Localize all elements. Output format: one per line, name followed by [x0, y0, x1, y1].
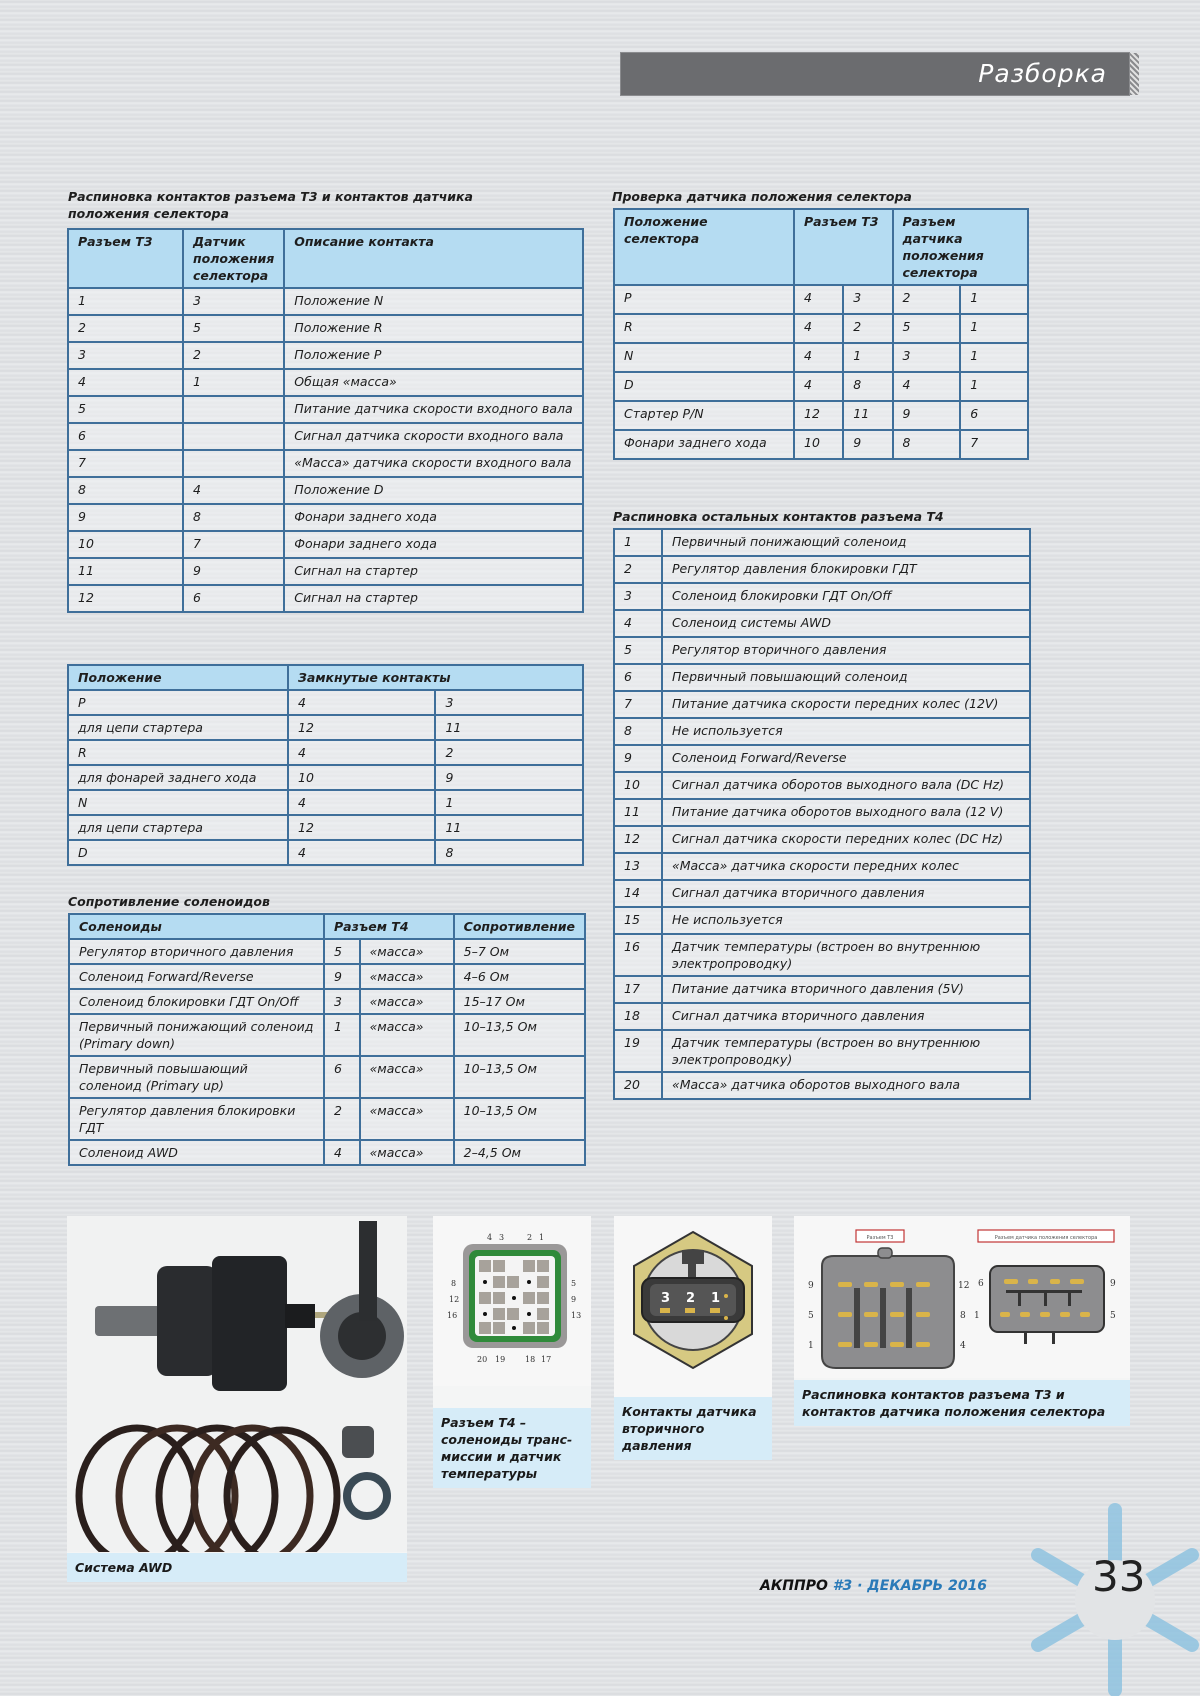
solenoid-resistance-table [68, 913, 586, 1166]
table-row [68, 342, 583, 369]
table-cell: Сигнал датчика скорости передних колес (DC Hz) [662, 826, 1030, 853]
table-cell: Сигнал датчика вторичного давления [662, 880, 1030, 907]
t4-pin-label: 8 [451, 1279, 457, 1288]
table-cell: Не используется [662, 907, 1030, 934]
table-cell: Соленоид Forward/Reverse [69, 964, 324, 989]
sensor-pin-label: 6 [978, 1279, 984, 1289]
page-number: 33 [1092, 1552, 1146, 1601]
table-row [69, 989, 585, 1014]
column-header: Соленоиды [69, 914, 324, 939]
table-cell: 9 [614, 745, 662, 772]
table-cell: Сигнал датчика скорости входного вала [284, 423, 583, 450]
table-cell: 7 [614, 691, 662, 718]
awd-parts-image [67, 1216, 407, 1552]
table-row [68, 585, 583, 612]
table-cell: 5 [68, 396, 183, 423]
table-cell: Фонари заднего хода [284, 504, 583, 531]
column-header: Разъем Т3 [794, 209, 893, 285]
table-row [68, 369, 583, 396]
table-row [69, 939, 585, 964]
table-row [68, 715, 583, 740]
t4-connector-diagram [433, 1216, 591, 1386]
table-cell: 7 [960, 430, 1028, 459]
table-cell: «масса» [360, 964, 454, 989]
table-cell: 4 [288, 740, 435, 765]
sensor-pin-label: 5 [1110, 1311, 1116, 1321]
table-cell: 11 [614, 799, 662, 826]
table-cell: 3 [893, 343, 961, 372]
table-cell: 16 [614, 934, 662, 976]
table-row [69, 1014, 585, 1056]
table-cell: 4 [324, 1140, 360, 1165]
t4-pin-label: 2 [527, 1233, 533, 1242]
table-cell: R [614, 314, 794, 343]
table-cell: P [68, 690, 288, 715]
t3-pinout-caption: Распиновка контактов разъема Т3 и контактов датчика положения селектора [794, 1380, 1130, 1426]
table-cell: 11 [843, 401, 892, 430]
table-cell: Соленоид системы AWD [662, 610, 1030, 637]
table-cell: 6 [183, 585, 284, 612]
table-row [69, 964, 585, 989]
solenoid-resistance-caption: Сопротивление соленоидов [68, 894, 270, 909]
column-header: Разъем Т3 [68, 229, 183, 288]
table-row [614, 314, 1028, 343]
table-cell: 12 [288, 815, 435, 840]
table-cell: Регулятор вторичного давления [662, 637, 1030, 664]
table-cell: 10 [794, 430, 843, 459]
table-cell: R [68, 740, 288, 765]
table-row [614, 934, 1030, 976]
table-cell: Положение D [284, 477, 583, 504]
table-cell: Питание датчика вторичного давления (5V) [662, 976, 1030, 1003]
table-row [614, 285, 1028, 314]
pinout-t4-caption: Распиновка остальных контактов разъема Т4 [613, 509, 944, 524]
table-cell: 2 [843, 314, 892, 343]
awd-photo-caption: Система AWD [67, 1553, 407, 1582]
t4-pin-label: 20 [477, 1355, 488, 1364]
table-cell: 3 [435, 690, 583, 715]
table-row [68, 740, 583, 765]
t4-pin-label: 9 [571, 1295, 577, 1304]
table-cell: для цепи стартера [68, 715, 288, 740]
table-cell: Соленоид блокировки ГДТ On/Off [662, 583, 1030, 610]
table-row [68, 450, 583, 477]
column-header: Положение [68, 665, 288, 690]
table-cell: для фонарей заднего хода [68, 765, 288, 790]
table-cell: N [614, 343, 794, 372]
table-cell: Датчик температуры (встроен во внутреннюю электропроводку) [662, 1030, 1030, 1072]
table-row [68, 423, 583, 450]
table-cell: «Масса» датчика скорости входного вала [284, 450, 583, 477]
t4-pin-label: 12 [449, 1295, 460, 1304]
table-cell: Соленоид блокировки ГДТ On/Off [69, 989, 324, 1014]
table-cell: 4 [794, 343, 843, 372]
table-row [614, 372, 1028, 401]
table-cell: 20 [614, 1072, 662, 1099]
table-cell: 11 [435, 815, 583, 840]
selector-check-caption: Проверка датчика положения селектора [612, 189, 912, 204]
t4-pin-label: 13 [571, 1311, 582, 1320]
table-row [68, 690, 583, 715]
table-row [614, 401, 1028, 430]
table-cell: 9 [68, 504, 183, 531]
table-cell: P [614, 285, 794, 314]
table-cell: 4–6 Ом [454, 964, 585, 989]
table-row [69, 1098, 585, 1140]
column-header: Разъем Т4 [324, 914, 454, 939]
t3-pin-label: 4 [960, 1341, 966, 1351]
selector-check-table [613, 208, 1029, 460]
t3-pin-label: 1 [808, 1341, 814, 1351]
table-cell: 2 [324, 1098, 360, 1140]
table-row [69, 1056, 585, 1098]
table-row [614, 880, 1030, 907]
table-cell: «масса» [360, 989, 454, 1014]
table-row [614, 529, 1030, 556]
table-cell: 9 [435, 765, 583, 790]
t3-pin-label: 5 [808, 1311, 814, 1321]
table-cell: «масса» [360, 1098, 454, 1140]
banner-hatch [1130, 53, 1139, 95]
table-cell: 1 [68, 288, 183, 315]
table-cell: Сигнал датчика оборотов выходного вала (DC Hz) [662, 772, 1030, 799]
section-banner [620, 52, 1130, 96]
table-row [614, 772, 1030, 799]
table-cell: 2 [68, 315, 183, 342]
table-cell: Первичный понижающий соленоид (Primary down) [69, 1014, 324, 1056]
table-cell: 4 [68, 369, 183, 396]
table-row [614, 664, 1030, 691]
table-cell: «масса» [360, 939, 454, 964]
table-cell: 17 [614, 976, 662, 1003]
table-cell: 7 [68, 450, 183, 477]
pinout-t4-table [613, 528, 1031, 1100]
table-cell: 2 [614, 556, 662, 583]
table-cell: 9 [324, 964, 360, 989]
t4-pin-label: 4 [487, 1233, 493, 1242]
table-cell: «Масса» датчика оборотов выходного вала [662, 1072, 1030, 1099]
table-cell: Не используется [662, 718, 1030, 745]
sensor-pin-label: 3 [661, 1291, 671, 1306]
t3-pin-label: 8 [960, 1311, 966, 1321]
table-cell: 9 [843, 430, 892, 459]
table-cell: 8 [435, 840, 583, 865]
table-cell: 1 [960, 285, 1028, 314]
t4-connector-caption: Разъем Т4 – соленоиды транс-миссии и датчик температуры [433, 1408, 591, 1488]
table-cell: 1 [960, 343, 1028, 372]
table-cell: «масса» [360, 1140, 454, 1165]
table-cell: 8 [614, 718, 662, 745]
table-cell: 10 [614, 772, 662, 799]
table-cell: 5 [324, 939, 360, 964]
table-cell: 11 [435, 715, 583, 740]
table-cell: для цепи стартера [68, 815, 288, 840]
table-cell: Сигнал на стартер [284, 585, 583, 612]
table-cell: Питание датчика скорости передних колес (12V) [662, 691, 1030, 718]
table-cell: 2 [183, 342, 284, 369]
table-cell [183, 423, 284, 450]
table-cell: Питание датчика оборотов выходного вала (12 V) [662, 799, 1030, 826]
table-cell: 6 [960, 401, 1028, 430]
table-row [68, 477, 583, 504]
table-cell: 1 [183, 369, 284, 396]
t4-pin-label: 16 [447, 1311, 458, 1320]
sensor-pin-label: 1 [974, 1311, 980, 1321]
closed-contacts-table [67, 664, 584, 866]
table-cell: 7 [183, 531, 284, 558]
table-cell: Питание датчика скорости входного вала [284, 396, 583, 423]
table-cell: 4 [288, 840, 435, 865]
table-cell: 5 [614, 637, 662, 664]
table-cell: 5 [183, 315, 284, 342]
table-row [614, 799, 1030, 826]
table-cell: 1 [324, 1014, 360, 1056]
table-cell: Положение R [284, 315, 583, 342]
table-row [614, 1003, 1030, 1030]
table-cell: Положение P [284, 342, 583, 369]
table-row [614, 556, 1030, 583]
table-row [68, 288, 583, 315]
table-cell: 8 [893, 430, 961, 459]
table-cell: 9 [183, 558, 284, 585]
column-header: Сопротивление [454, 914, 585, 939]
table-cell: Стартер P/N [614, 401, 794, 430]
table-cell: 1 [614, 529, 662, 556]
table-row [68, 504, 583, 531]
table-row [614, 1030, 1030, 1072]
table-cell: Положение N [284, 288, 583, 315]
table-row [614, 826, 1030, 853]
table-cell: 3 [68, 342, 183, 369]
table-cell: 18 [614, 1003, 662, 1030]
table-cell: Общая «масса» [284, 369, 583, 396]
table-row [68, 558, 583, 585]
table-cell: Первичный понижающий соленоид [662, 529, 1030, 556]
table-cell: 2 [893, 285, 961, 314]
table-row [68, 315, 583, 342]
t4-pin-label: 17 [541, 1355, 552, 1364]
table-row [614, 430, 1028, 459]
table-cell: 4 [794, 372, 843, 401]
table-cell: 4 [794, 314, 843, 343]
t4-pin-label: 18 [525, 1355, 536, 1364]
table-cell: 10–13,5 Ом [454, 1098, 585, 1140]
table-cell: Сигнал датчика вторичного давления [662, 1003, 1030, 1030]
table-row [614, 907, 1030, 934]
table-row [614, 637, 1030, 664]
table-cell: 5 [893, 314, 961, 343]
table-cell: 6 [614, 664, 662, 691]
table-cell: 4 [183, 477, 284, 504]
table-cell: 3 [614, 583, 662, 610]
section-title: Разборка [978, 59, 1107, 88]
t3-diagram-label: Разъем Т3 [866, 1235, 894, 1241]
table-cell: 19 [614, 1030, 662, 1072]
table-cell: D [68, 840, 288, 865]
table-cell: 5–7 Ом [454, 939, 585, 964]
table-cell: 3 [183, 288, 284, 315]
table-cell: «Масса» датчика скорости передних колес [662, 853, 1030, 880]
awd-photo-figure [67, 1216, 407, 1582]
issue-info: #3 · ДЕКАБРЬ 2016 [832, 1578, 988, 1594]
column-header: Датчик положения селектора [183, 229, 284, 288]
table-cell: Соленоид Forward/Reverse [662, 745, 1030, 772]
table-cell: 4 [288, 690, 435, 715]
table-cell: 12 [614, 826, 662, 853]
table-row [614, 718, 1030, 745]
column-header: Замкнутые контакты [288, 665, 583, 690]
table-cell: 10–13,5 Ом [454, 1056, 585, 1098]
table-row [68, 815, 583, 840]
sensor-diagram-label: Разъем датчика положения селектора [994, 1235, 1098, 1241]
t4-pin-label: 5 [571, 1279, 577, 1288]
t4-pin-label: 3 [499, 1233, 505, 1242]
table-cell: 11 [68, 558, 183, 585]
table-row [68, 790, 583, 815]
table-row [69, 1140, 585, 1165]
table-cell: 1 [960, 314, 1028, 343]
table-cell: 15 [614, 907, 662, 934]
t4-pin-label: 19 [495, 1355, 506, 1364]
table-cell: 4 [893, 372, 961, 401]
table-cell: 3 [324, 989, 360, 1014]
table-cell: 8 [843, 372, 892, 401]
pressure-sensor-figure [614, 1216, 772, 1460]
table-cell: Датчик температуры (встроен во внутреннюю электропроводку) [662, 934, 1030, 976]
table-cell: «масса» [360, 1014, 454, 1056]
t3-pin-label: 12 [958, 1281, 970, 1291]
t3-pinout-diagram [794, 1216, 1130, 1378]
table-cell: 14 [614, 880, 662, 907]
table-cell: 8 [68, 477, 183, 504]
table-cell: Первичный повышающий соленоид [662, 664, 1030, 691]
pressure-sensor-caption: Контакты датчика вторичного давления [614, 1397, 772, 1460]
sensor-pin-label: 1 [711, 1291, 721, 1306]
pressure-sensor-diagram [614, 1216, 772, 1398]
column-header: Разъем датчика положения селектора [893, 209, 1029, 285]
table-cell: 3 [843, 285, 892, 314]
table-cell: 12 [288, 715, 435, 740]
column-header: Описание контакта [284, 229, 583, 288]
t3-pinout-figure [794, 1216, 1130, 1426]
table-cell: 12 [68, 585, 183, 612]
table-cell: 6 [324, 1056, 360, 1098]
table-cell: Сигнал на стартер [284, 558, 583, 585]
table-cell: 8 [183, 504, 284, 531]
table-cell: 10 [288, 765, 435, 790]
table-cell: Регулятор вторичного давления [69, 939, 324, 964]
magazine-name: АКППРО [760, 1578, 828, 1594]
table-row [68, 396, 583, 423]
table-cell: Регулятор давления блокировки ГДТ [69, 1098, 324, 1140]
table-cell: Фонари заднего хода [614, 430, 794, 459]
table-cell: 2 [435, 740, 583, 765]
table-row [614, 745, 1030, 772]
table-cell: 4 [614, 610, 662, 637]
sensor-pin-label: 2 [686, 1291, 696, 1306]
footer-magazine [760, 1578, 987, 1594]
table-cell: 13 [614, 853, 662, 880]
table-cell: Соленоид AWD [69, 1140, 324, 1165]
table-cell: 10–13,5 Ом [454, 1014, 585, 1056]
table-cell: N [68, 790, 288, 815]
table-cell: «масса» [360, 1056, 454, 1098]
table-row [614, 691, 1030, 718]
table-row [614, 610, 1030, 637]
table-row [68, 765, 583, 790]
t3-pin-label: 9 [808, 1281, 814, 1291]
table-cell: 6 [68, 423, 183, 450]
table-row [68, 840, 583, 865]
table-cell [183, 450, 284, 477]
table-cell: 9 [893, 401, 961, 430]
table-cell: Первичный повышающий соленоид (Primary up) [69, 1056, 324, 1098]
table-cell: 15–17 Ом [454, 989, 585, 1014]
table-cell: 1 [843, 343, 892, 372]
table-row [68, 531, 583, 558]
table-cell: 1 [435, 790, 583, 815]
table-row [614, 853, 1030, 880]
table-cell: 1 [960, 372, 1028, 401]
sensor-pin-label: 9 [1110, 1279, 1116, 1289]
t4-pin-label: 1 [539, 1233, 545, 1242]
table-cell: D [614, 372, 794, 401]
table-cell: Фонари заднего хода [284, 531, 583, 558]
table-row [614, 1072, 1030, 1099]
table-row [614, 343, 1028, 372]
table-cell: 4 [794, 285, 843, 314]
table-cell: 10 [68, 531, 183, 558]
t4-connector-figure [433, 1216, 591, 1488]
table-cell: 4 [288, 790, 435, 815]
table-cell [183, 396, 284, 423]
pinout-t3-table [67, 228, 584, 613]
table-cell: Регулятор давления блокировки ГДТ [662, 556, 1030, 583]
table-cell: 2–4,5 Ом [454, 1140, 585, 1165]
table-row [614, 583, 1030, 610]
table-row [614, 976, 1030, 1003]
column-header: Положение селектора [614, 209, 794, 285]
table-cell: 12 [794, 401, 843, 430]
pinout-t3-caption: Распиновка контактов разъема Т3 и контактов датчика положения селектора [68, 189, 473, 221]
